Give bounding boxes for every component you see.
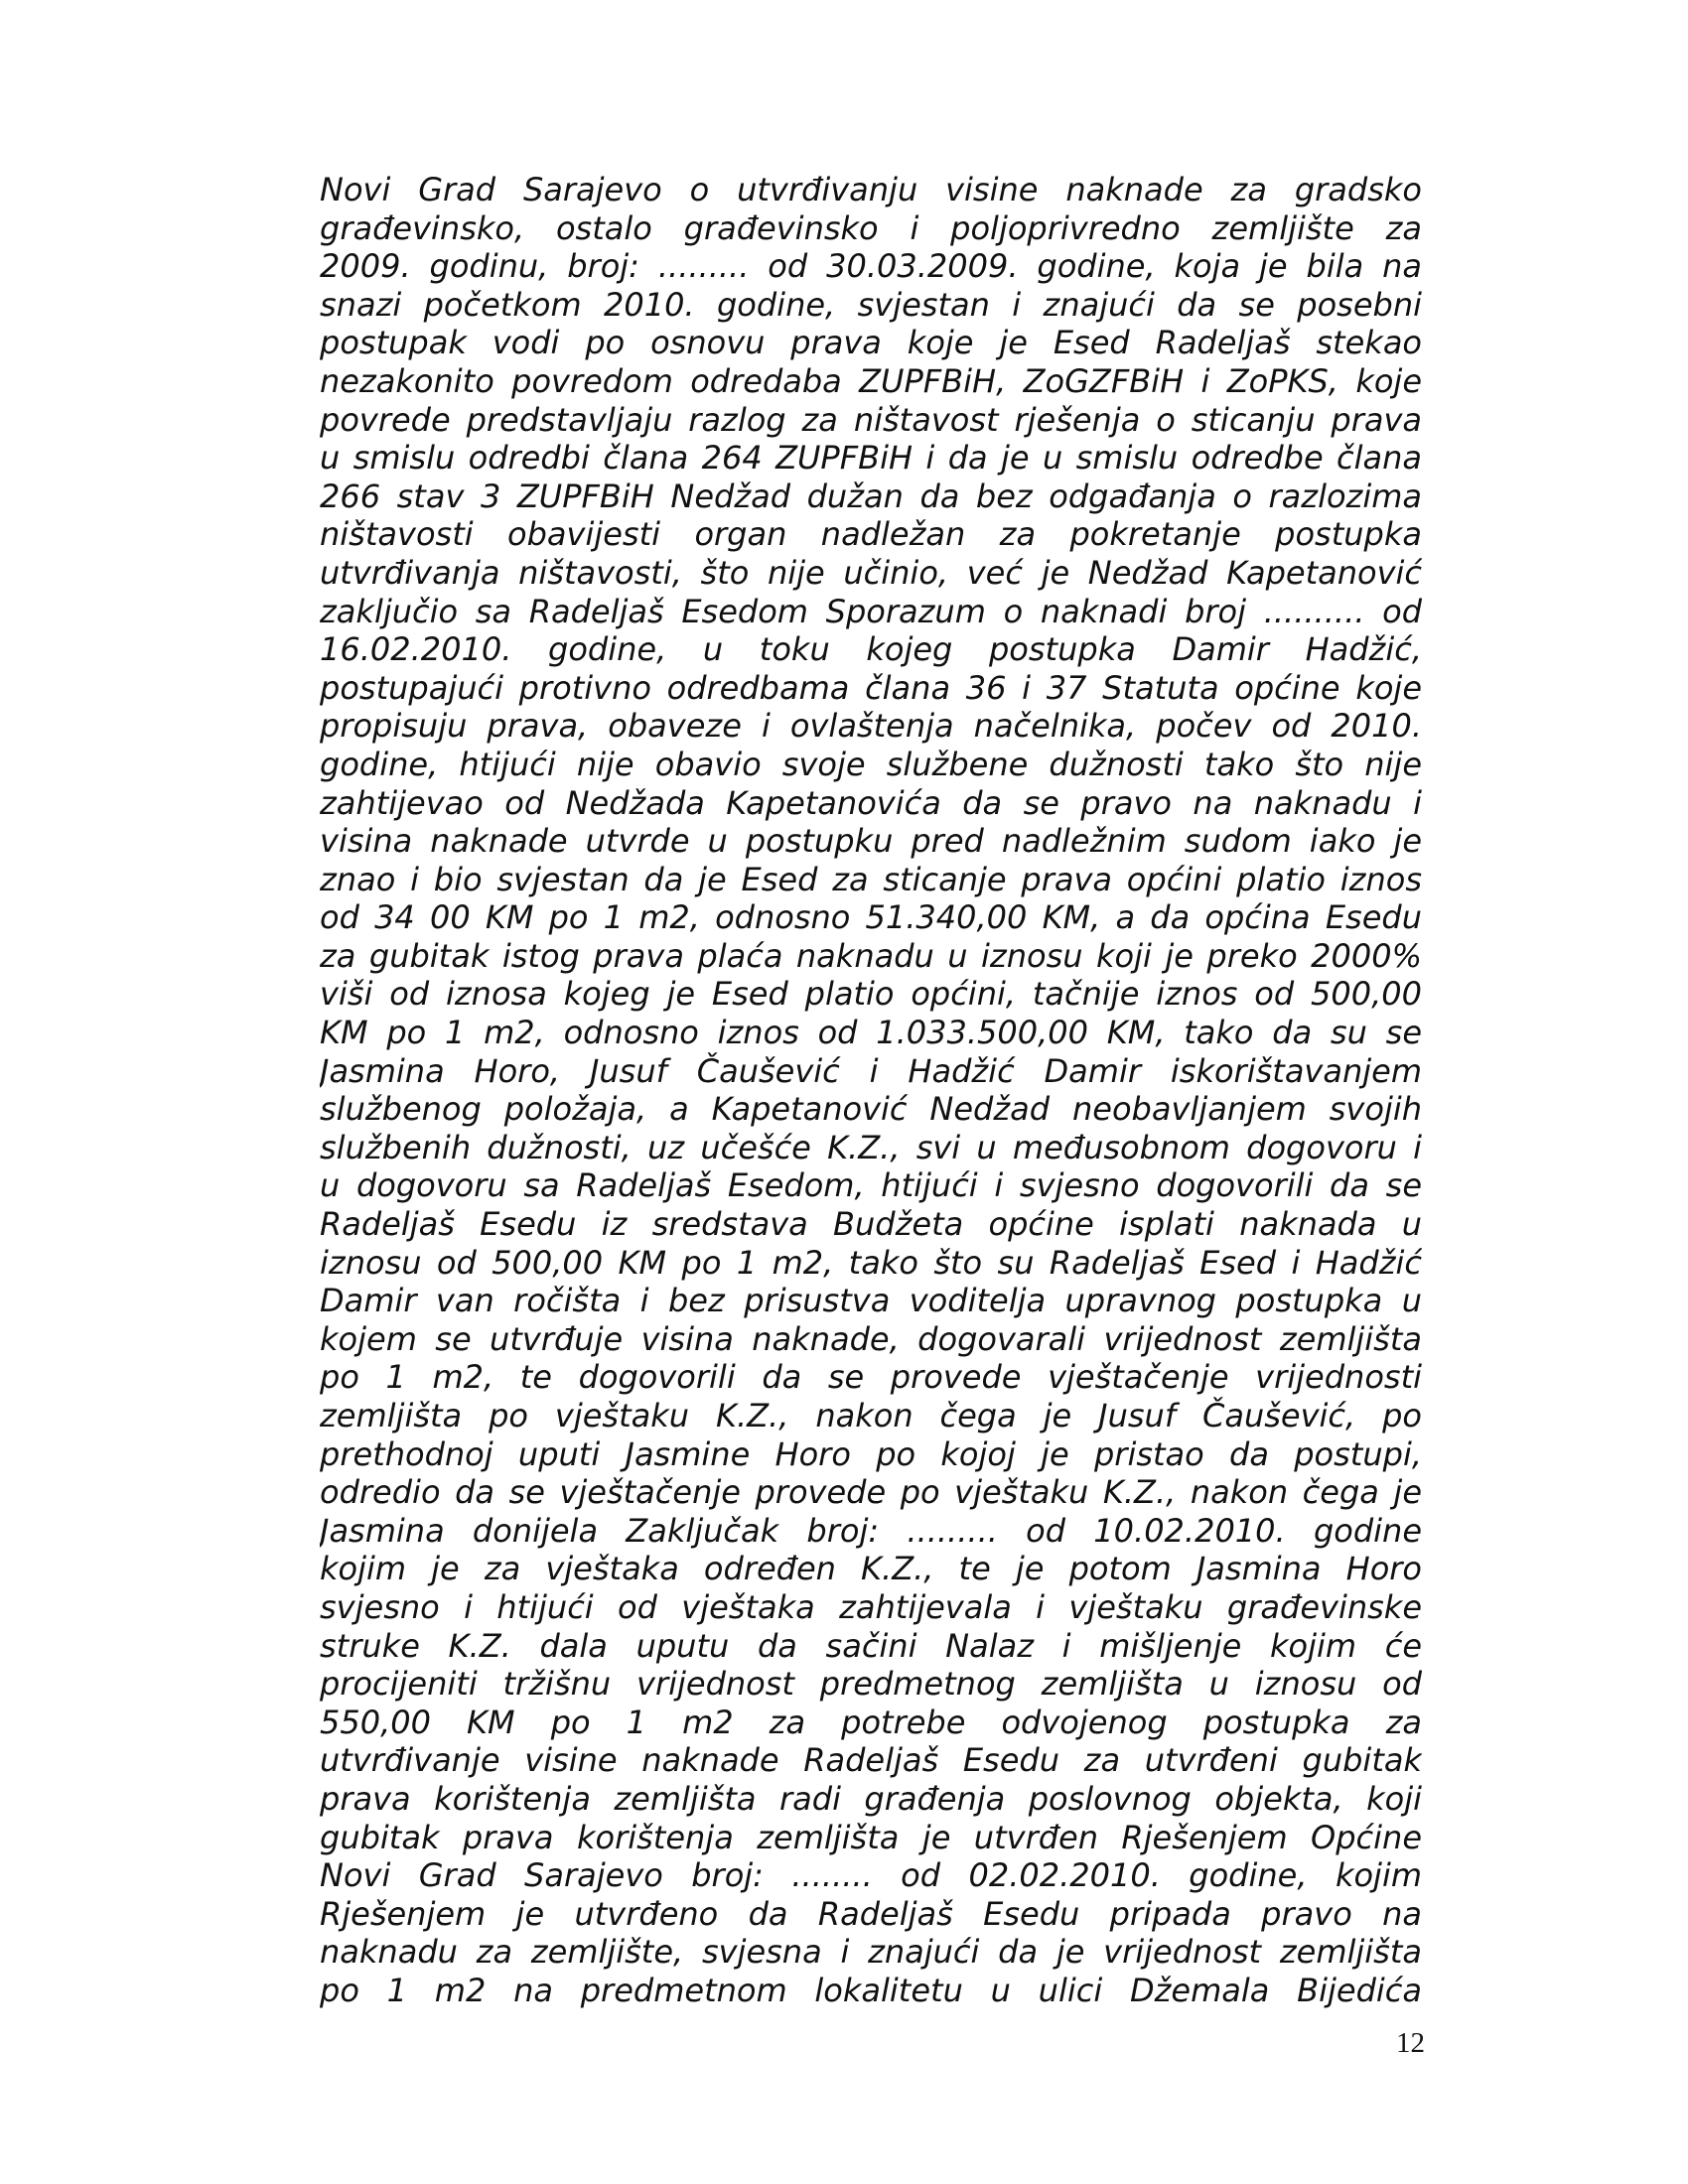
text-line: procijeniti tržišnu vrijednost predmetnog zemljišta u iznosu od <box>320 1665 1422 1704</box>
text-line: povrede predstavljaju razlog za ništavost rješenja o sticanju prava <box>320 400 1422 439</box>
text-line: Damir van ročišta i bez prisustva voditelja upravnog postupka u <box>320 1282 1422 1320</box>
body-paragraph <box>320 171 1422 2010</box>
text-line: Rješenjem je utvrđeno da Radeljaš Esedu pripada pravo na <box>320 1894 1422 1933</box>
text-line: zemljišta po vještaku K.Z., nakon čega je Jusuf Čaušević, po <box>320 1397 1422 1434</box>
text-line: visina naknade utvrde u postupku pred nadležnim sudom iako je <box>320 822 1422 861</box>
text-line: po 1 m2, te dogovorili da se provede vještačenje vrijednosti <box>320 1358 1422 1397</box>
text-line: prethodnoj uputi Jasmine Horo po kojoj je pristao da postupi, <box>320 1434 1422 1473</box>
text-line: od 34 00 KM po 1 m2, odnosno 51.340,00 KM, a da općina Esedu <box>320 898 1422 937</box>
text-line: gubitak prava korištenja zemljišta je utvrđen Rješenjem Općine <box>320 1818 1422 1856</box>
text-line: kojem se utvrđuje visina naknade, dogovarali vrijednost zemljišta <box>320 1319 1422 1358</box>
text-line: KM po 1 m2, odnosno iznos od 1.033.500,00 KM, tako da su se <box>320 1014 1422 1052</box>
text-line: naknadu za zemljište, svjesna i znajući da je vrijednost zemljišta <box>320 1933 1422 1972</box>
text-line: kojim je za vještaka određen K.Z., te je potom Jasmina Horo <box>320 1550 1422 1588</box>
text-line: Jasmina donijela Zaključak broj: ......... od 10.02.2010. godine <box>320 1511 1422 1550</box>
text-line: 266 stav 3 ZUPFBiH Nedžad dužan da bez odgađanja o razlozima <box>320 477 1422 515</box>
text-line: snazi početkom 2010. godine, svjestan i znajući da se posebni <box>320 285 1422 324</box>
text-line: 550,00 KM po 1 m2 za potrebe odvojenog postupka za <box>320 1703 1422 1741</box>
text-line: po 1 m2 na predmetnom lokalitetu u ulici Džemala Bijedića <box>320 1971 1422 2009</box>
text-line: postupajući protivno odredbama člana 36 i 37 Statuta općine koje <box>320 668 1422 707</box>
text-line: 2009. godinu, broj: ......... od 30.03.2009. godine, koja je bila na <box>320 247 1422 286</box>
text-line: propisuju prava, obaveze i ovlaštenja načelnika, počev od 2010. <box>320 707 1422 746</box>
text-line: iznosu od 500,00 KM po 1 m2, tako što su Radeljaš Esed i Hadžić <box>320 1243 1422 1282</box>
text-line: u smislu odredbi člana 264 ZUPFBiH i da je u smislu odredbe člana <box>320 439 1422 478</box>
text-line: građevinsko, ostalo građevinsko i poljoprivredno zemljište za <box>320 208 1422 247</box>
text-line: za gubitak istog prava plaća naknadu u iznosu koji je preko 2000% <box>320 936 1422 975</box>
text-line: 16.02.2010. godine, u toku kojeg postupka Damir Hadžić, <box>320 630 1422 669</box>
text-line: Novi Grad Sarajevo broj: ........ od 02.02.2010. godine, kojim <box>320 1856 1422 1895</box>
text-line: utvrđivanja ništavosti, što nije učinio, već je Nedžad Kapetanović <box>320 553 1422 592</box>
text-line: Jasmina Horo, Jusuf Čaušević i Hadžić Damir iskorištavanjem <box>320 1051 1422 1090</box>
text-line: nezakonito povredom odredaba ZUPFBiH, ZoGZFBiH i ZoPKS, koje <box>320 361 1422 400</box>
text-line: prava korištenja zemljišta radi građenja poslovnog objekta, koji <box>320 1779 1422 1818</box>
text-line: u dogovoru sa Radeljaš Esedom, htijući i svjesno dogovorili da se <box>320 1166 1422 1205</box>
text-line: zaključio sa Radeljaš Esedom Sporazum o naknadi broj .......... od <box>320 592 1422 630</box>
text-line: ništavosti obavijesti organ nadležan za pokretanje postupka <box>320 515 1422 554</box>
text-line: utvrđivanje visine naknade Radeljaš Esedu za utvrđeni gubitak <box>320 1741 1422 1780</box>
text-line: zahtijevao od Nedžada Kapetanovića da se pravo na naknadu i <box>320 783 1422 822</box>
text-line: svjesno i htijući od vještaka zahtijevala i vještaku građevinske <box>320 1587 1422 1626</box>
text-line: viši od iznosa kojeg je Esed platio općini, tačnije iznos od 500,00 <box>320 975 1422 1014</box>
text-line: godine, htijući nije obavio svoje službene dužnosti tako što nije <box>320 745 1422 783</box>
text-line: znao i bio svjestan da je Esed za sticanje prava općini platio iznos <box>320 860 1422 898</box>
page-number: 12 <box>1396 2027 1425 2059</box>
text-line: službenih dužnosti, uz učešće K.Z., svi u međusobnom dogovoru i <box>320 1128 1422 1166</box>
text-line: Radeljaš Esedu iz sredstava Budžeta općine isplati naknada u <box>320 1205 1422 1244</box>
text-line: Novi Grad Sarajevo o utvrđivanju visine naknade za gradsko <box>320 171 1422 208</box>
text-line: postupak vodi po osnovu prava koje je Esed Radeljaš stekao <box>320 324 1422 362</box>
text-line: službenog položaja, a Kapetanović Nedžad neobavljanjem svojih <box>320 1090 1422 1129</box>
text-line: odredio da se vještačenje provede po vještaku K.Z., nakon čega je <box>320 1473 1422 1512</box>
text-line: struke K.Z. dala uputu da sačini Nalaz i mišljenje kojim će <box>320 1626 1422 1665</box>
